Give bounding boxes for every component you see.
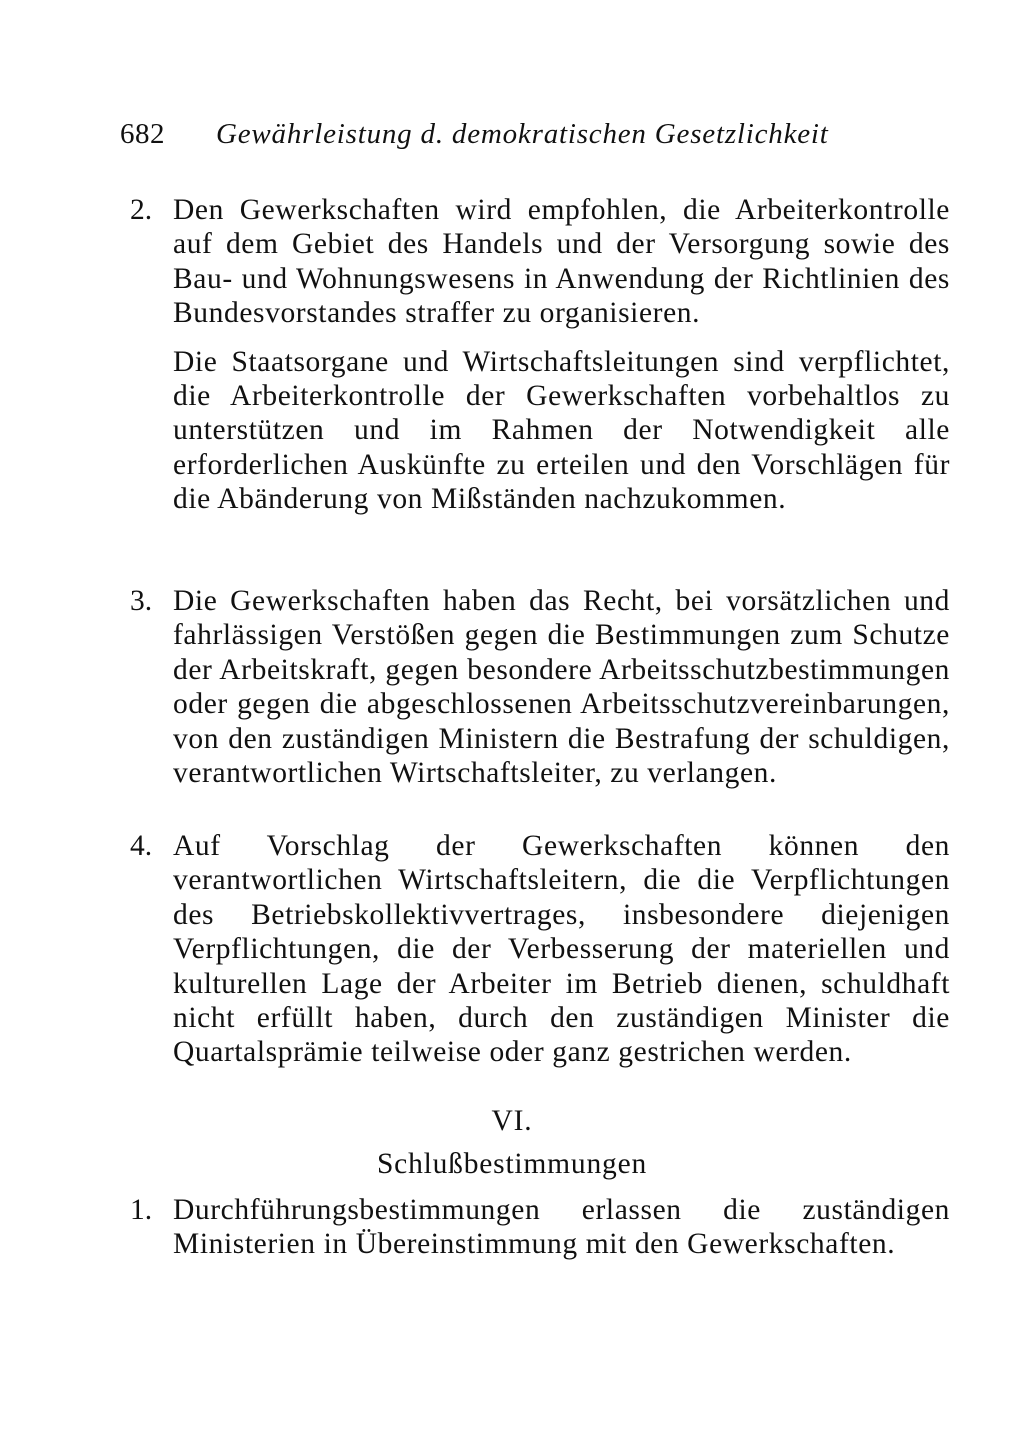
item-paragraph: Auf Vorschlag der Gewerkschaften können den verantwortlichen Wirtschaftsleitern, die die Verpflichtungen des Betriebskollektivvertrages, insbesondere diejenigen Verpflichtungen, die der Verbesserung der materiellen und kulturellen Lage der Arbeiter im Betrieb dienen, schuldhaft nicht erfüllt haben, durch den zuständigen Minister die Quartalsprämie teilweise oder ganz gestrichen werden.: [173, 830, 950, 1069]
section-heading: Schlußbestimmungen: [376, 1148, 648, 1180]
item-number: 1.: [130, 1194, 153, 1226]
item-paragraph: Den Gewerkschaften wird empfohlen, die Arbeiterkontrolle auf dem Gebiet des Handels und der Versorgung sowie des Bau- und Wohnungswesens in Anwendung der Richtlinien des Bundesvorstandes straffer zu organisieren.: [173, 194, 950, 330]
running-title: Gewährleistung d. demokratischen Gesetzlichkeit: [216, 118, 829, 150]
item-number: 3.: [130, 585, 153, 617]
item-number: 2.: [130, 194, 153, 226]
item-paragraph: Die Staatsorgane und Wirtschaftsleitungen sind verpflichtet, die Arbeiterkontrolle der Gewerkschaften vorbehaltlos zu unterstützen und im Rahmen der Notwendigkeit alle erforderlichen Auskünfte zu erteilen und den Vorschlägen für die Abänderung von Mißständen nachzukommen.: [173, 345, 950, 516]
item-paragraph: Durchführungsbestimmungen erlassen die zuständigen Ministerien in Übereinstimmung mit den Gewerkschaften.: [173, 1194, 950, 1261]
section-numeral: VI.: [491, 1105, 533, 1137]
item-paragraph: Die Gewerkschaften haben das Recht, bei vorsätzlichen und fahrlässigen Verstößen gegen die Bestimmungen zum Schutze der Arbeitskraft, gegen besondere Arbeitsschutzbestimmungen oder gegen die abgeschlossenen Arbeitsschutzvereinbarungen, von den zuständigen Ministern die Bestrafung der schuldigen, verantwortlichen Wirtschaftsleiter, zu verlangen.: [173, 585, 950, 790]
item-number: 4.: [130, 830, 153, 862]
running-header: [120, 118, 890, 158]
page-number: 682: [120, 118, 165, 150]
